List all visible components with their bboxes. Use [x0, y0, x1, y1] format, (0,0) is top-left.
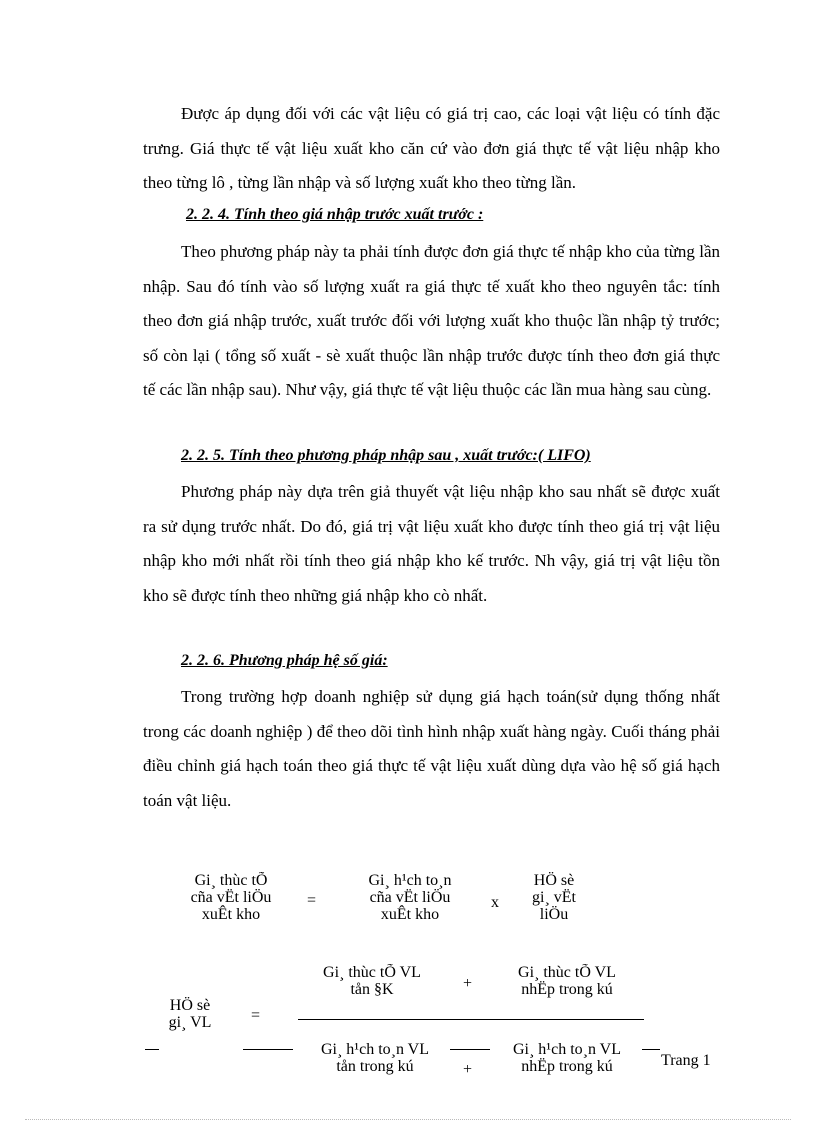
paragraph-lifo: Phương pháp này dựa trên giả thuyết vật liệu nhập kho sau nhất sẽ được xuất ra sử dụng trước nhất. Do đó, giá trị vật liệu xuất kho được tính theo giá trị vật liệu nhập kho mới nhất rồi tính theo giá nhập kho kế trước. Nh vậy, giá trị vật liệu tồn kho sẽ được tính theo những giá nhập kho cò nhất. — [143, 482, 720, 605]
formula2-denominator-left: Gi¸ h¹ch to¸n VL tån trong kú — [320, 1041, 430, 1075]
page-bottom-border — [25, 1119, 791, 1120]
page-number: Trang 1 — [661, 1052, 711, 1069]
formula1-coefficient-label: HÖ sè gi¸ vËt liÖu — [532, 872, 576, 923]
formula1-accounting-cost-label: Gi¸ h¹ch to¸n cña vËt liÖu xuÊt kho — [368, 872, 452, 923]
formula1-actual-cost-label: Gi¸ thùc tÕ cña vËt liÖu xuÊt kho — [190, 872, 272, 923]
footer-rule-segment — [450, 1049, 490, 1050]
formula1-times: x — [491, 894, 499, 911]
heading-price-coefficient: 2. 2. 6. Phương pháp hệ số giá: — [181, 652, 388, 669]
heading-fifo: 2. 2. 4. Tính theo giá nhập trước xuất trước : — [186, 206, 484, 223]
formula2-denominator-right: Gi¸ h¹ch to¸n VL nhËp trong kú — [512, 1041, 622, 1075]
formula2-numerator-left: Gi¸ thùc tÕ VL tån §K — [323, 964, 421, 998]
formula2-equals: = — [251, 1007, 261, 1024]
paragraph-fifo: Theo phương pháp này ta phải tính được đơn giá thực tế nhập kho của từng lần nhập. Sau đó tính vào số lượng xuất ra giá thực tế xuất kho theo nguyên tắc: tính theo đơn giá nhập trước, xuất trước đối với lượng xuất kho thuộc lần nhập tỷ trước; số còn lại ( tổng số xuất - sè xuất thuộc lần nhập trước được tính theo đơn giá thực tế các lần nhập sau). Như vậy, giá thực tế vật liệu thuộc các lần mua hàng sau cùng. — [143, 242, 720, 399]
formula2-numerator-right: Gi¸ thùc tÕ VL nhËp trong kú — [518, 964, 616, 998]
footer-rule-segment — [642, 1049, 660, 1050]
fraction-bar — [298, 1019, 644, 1020]
formula2-denominator-plus: + — [463, 1061, 473, 1078]
paragraph-specific-identification: Được áp dụng đối với các vật liệu có giá trị cao, các loại vật liệu có tính đặc trưng. Giá thực tế vật liệu xuất kho căn cứ vào đơn giá thực tế vật liệu nhập kho theo từng lô , từng lần nhập và số lượng xuất kho theo từng lần. — [143, 104, 720, 192]
footer-rule-segment — [145, 1049, 159, 1050]
formula1-equals: = — [307, 892, 317, 909]
footer-rule-segment — [243, 1049, 293, 1050]
heading-lifo: 2. 2. 5. Tính theo phương pháp nhập sau , xuất trước:( LIFO) — [181, 447, 591, 464]
formula2-coefficient-label: HÖ sè gi¸ VL — [168, 997, 212, 1031]
formula2-numerator-plus: + — [463, 975, 473, 992]
paragraph-price-coefficient: Trong trường hợp doanh nghiệp sử dụng giá hạch toán(sử dụng thống nhất trong các doanh nghiệp ) để theo dõi tình hình nhập xuất hàng ngày. Cuối tháng phải điều chỉnh giá hạch toán theo giá thực tế vật liệu xuất dùng dựa vào hệ số giá hạch toán vật liệu. — [143, 687, 720, 810]
